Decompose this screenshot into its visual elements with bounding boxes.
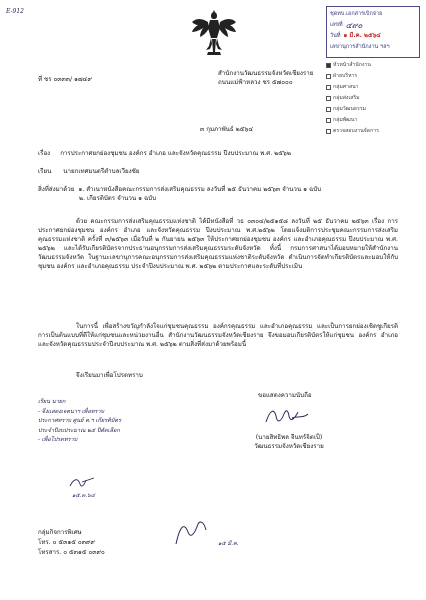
subject-label: เรื่อง [38,150,51,157]
document-number: ที่ ชร ๐๓๓๓/ ๑๗๔๙ [38,76,92,83]
checkbox-icon [326,96,331,101]
initials-icon [68,474,98,490]
enclosure-item: ๒. เกียรติบัตร จำนวน ๑ ฉบับ [79,194,157,202]
checkbox-icon [326,63,331,68]
handwritten-notes [38,398,170,446]
corner-note: E-912 [6,8,24,15]
dept-item: หัวหน้าสำนักงาน [326,60,420,71]
garuda-emblem-icon [190,8,238,58]
bottom-signature-icon [170,516,220,550]
hand-note: - จึงแสดงเจตนาฯ เพื่อทราบ [38,408,105,415]
stamp-date-label: วันที่ [330,32,341,39]
hand-note: ประจำปีงบประมาณ ๒๕ ปีตัดเลือก [38,427,120,434]
footer-phone: โทร. ๐ ๕๓๑๕ ๐๓๙๙ [38,539,95,547]
enclosure-item: ๑. สำเนาหนังสือคณะกรรมการส่งเสริมคุณธรรม ลงวันที่ ๒๕ ธันวาคม ๒๕๖๓ จำนวน ๑ ฉบับ [78,186,322,193]
body-paragraph-1: ด้วย คณะกรรมการส่งเสริมคุณธรรมแห่งชาติ ได้มีหนังสือที่ วธ ๐๓๐๔/๒๕๑๕๘ ลงวันที่ ๒๕ ธันวาคม ๒๕๖๓ เรื่อง การประกาศยกย่องชุมชน องค์กร อำเภอ และจังหวัดคุณธรรม ปีงบประมาณ พ.ศ.๒๕๖๒ โดยแจ้งมติการประชุมคณะกรรมการส่งเสริมคุณธรรมแห่งชาติ ครั้งที่ ๓/๒๕๖๓ เมื่อวันที่ ๒ กันยายน ๒๕๖๓ ให้ประกาศยกย่องชุมชน องค์กร และอำเภอคุณธรรม ปีงบประมาณ พ.ศ. ๒๕๖๒ และได้รับเกียรติบัตรจากประธานอนุกรรมการส่งเสริมคุณธรรมระดับจังหวัด ทั้งนี้ กรมการศาสนาได้มอบหมายให้สำนักงานวัฒนธรรมจังหวัด ในฐานะเลขานุการคณะอนุกรรมการส่งเสริมคุณธรรมแห่งชาติระดับจังหวัด ดำเนินการจัดทำเกียรติบัตรและมอบให้กับชุมชน องค์กร และอำเภอคุณธรรม ประจำปีงบประมาณ พ.ศ. ๒๕๖๒ ตามประกาศและระดับที่ประเมิน [38,218,398,270]
subject-text: การประกาศยกย่องชุมชน องค์กร อำเภอ และจังหวัดคุณธรรม ปีงบประมาณ พ.ศ. ๒๕๖๒ [60,150,291,157]
dept-item: ฝ่ายบริหาร [326,71,420,82]
footer-contact [38,528,105,559]
document-date: ๓ กุมภาพันธ์ ๒๕๖๔ [200,126,253,133]
sender-line1: สำนักงานวัฒนธรรมจังหวัดเชียงราย [218,70,314,77]
hand-note: เรียน นายก [38,399,66,405]
dept-item: กลุ่มพัฒนา [326,115,420,126]
sender-line2: ถนนแม่ฟ้าหลวง ชร ๕๗๐๐๐ [218,78,293,86]
dept-item: กลุ่มศาสนา [326,82,420,93]
stamp-date-value: ๑ มี.ค. ๒๕๖๔ [343,32,381,40]
recipient-label: เรียน [38,168,52,175]
closing-line: จึงเรียนมาเพื่อโปรดทราบ [76,372,143,379]
stamp-number-label: เลขที่ [330,21,343,28]
dept-item: ตรวจสอบงานจัดการ [326,126,420,137]
stamp-footer: เลขานุการสำนักงาน ฯลฯ [330,43,390,50]
body-paragraph-2: ในการนี้ เพื่อสร้างขวัญกำลังใจแก่ชุมชนคุณธรรม องค์กรคุณธรรม และอำเภอคุณธรรม และเป็นการยกย่องเชิดชูเกียรติการเป็นต้นแบบที่ดีให้แก่ชุมชนและหน่วยงานอื่น สำนักงานวัฒนธรรมจังหวัดเชียงราย จึงขอมอบเกียรติบัตรให้แก่ชุมชน องค์กร อำเภอ และจังหวัดคุณธรรมประจำปีงบประมาณ พ.ศ. ๒๕๖๒ ตามสิ่งที่ส่งมาด้วยพร้อมนี้ [38,323,398,348]
regards: ขอแสดงความนับถือ [258,392,312,399]
checkbox-icon [326,129,331,134]
hand-note: - เพื่อโปรดทราบ [38,437,78,443]
department-checklist [326,60,420,137]
hand-date-bottom: ๑๕ มี.ค. [218,541,239,547]
stamp-title: ชุดทบ.เอกสารเบิกจ่าย [330,10,383,17]
signer-name: (นายสิทธิพล จีนทร์จิตเป็) [255,434,323,441]
hand-note: ประกาศทราบ ศูนย์ ต.ฯ เกียรติบัตร [38,418,121,424]
dept-item: กลุ่มวัฒนธรรม [326,104,420,115]
footer-department: กลุ่มกิจการพิเศษ [38,529,82,536]
stamp-number-value: ๔๙๐ [345,20,363,30]
sender-address [218,70,328,88]
signature-icon [262,404,312,430]
checkbox-icon [326,118,331,123]
hand-date-left: ๑๕.๓.๖๔ [72,493,95,499]
receiving-stamp [326,6,420,58]
signer-block [244,434,334,452]
subject-line [38,150,408,159]
signer-title: วัฒนธรรมจังหวัดเชียงราย [254,442,324,450]
dept-item: กลุ่มส่งเสริม [326,93,420,104]
checkbox-icon [326,107,331,112]
footer-fax: โทรสาร. ๐ ๕๓๑๕ ๐๓๙๐ [38,549,105,557]
enclosures [38,186,408,204]
recipient-line [38,168,139,177]
recipient-name: นายกเทศมนตรีตำบลเวียงชัย [63,168,140,175]
enclosure-label: สิ่งที่ส่งมาด้วย [38,186,75,193]
